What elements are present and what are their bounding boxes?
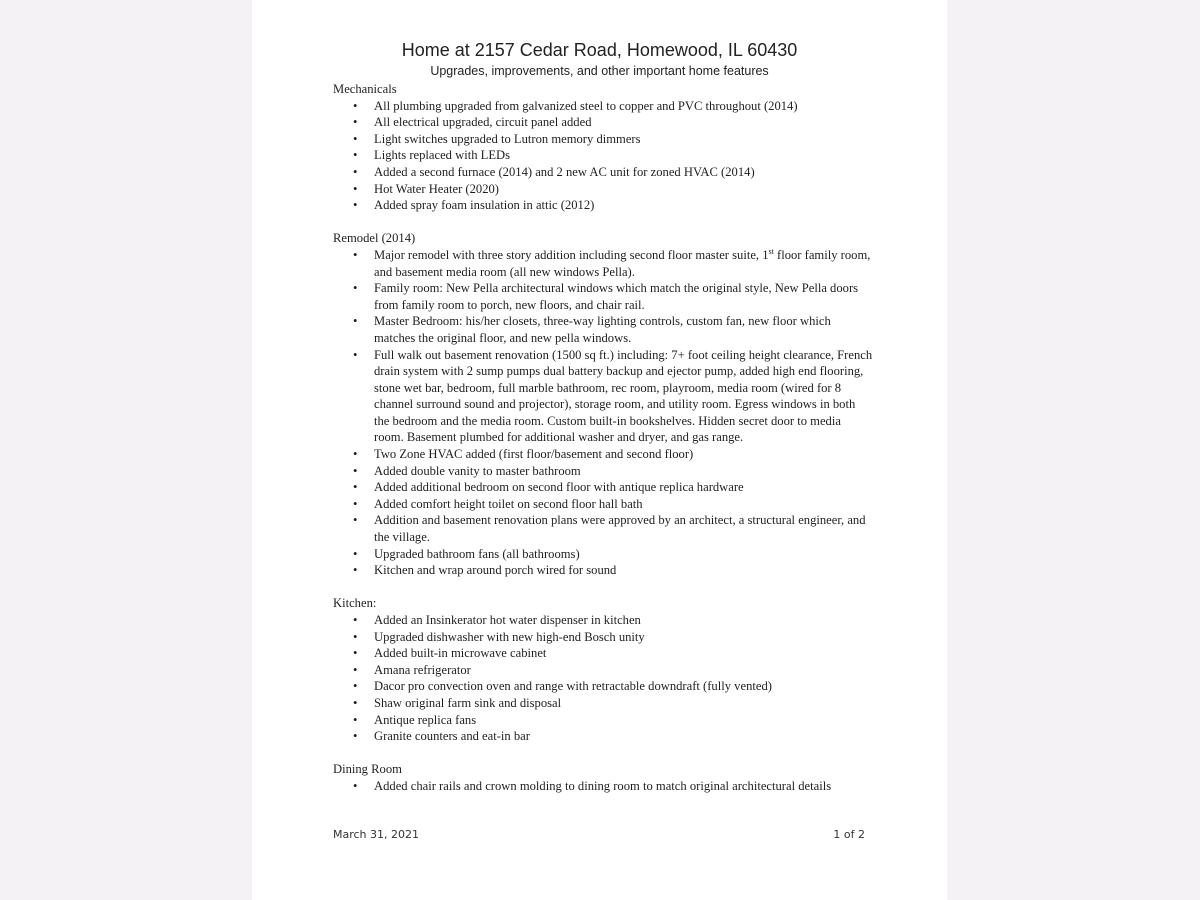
list-item: [333, 728, 873, 745]
list-item: [333, 695, 873, 712]
bullet-icon: •: [353, 513, 358, 528]
list-item: [333, 164, 873, 181]
document-page: [252, 0, 947, 900]
footer-date: March 31, 2021: [333, 828, 420, 841]
bullet-icon: •: [353, 98, 358, 113]
list-item: [333, 512, 873, 545]
bullet-icon: •: [353, 347, 358, 362]
section-heading: Dining Room: [333, 762, 402, 777]
bullet-icon: •: [353, 314, 358, 329]
list-item: [333, 313, 873, 346]
section: [333, 761, 873, 794]
list-item: [333, 778, 873, 795]
list-item-text: All electrical upgraded, circuit panel added: [374, 115, 592, 130]
bullet-icon: •: [353, 546, 358, 561]
bullet-icon: •: [353, 115, 358, 130]
list-item-text: Added built-in microwave cabinet: [374, 646, 547, 661]
bullet-icon: •: [353, 463, 358, 478]
list-item-text: Family room: New Pella architectural windows which match the original style, New Pella doors from family room to porch, new floors, and chair rail.: [374, 281, 859, 312]
list-item-text: Amana refrigerator: [374, 662, 471, 677]
list-item: [333, 98, 873, 115]
list-item-text: Added double vanity to master bathroom: [374, 463, 581, 478]
list-item: [333, 147, 873, 164]
list-item-text: Addition and basement renovation plans were approved by an architect, a structural engineer, and the village.: [374, 513, 866, 545]
page-footer: [333, 828, 865, 841]
bullet-icon: •: [353, 712, 358, 727]
list-item-text: Full walk out basement renovation (1500 sq ft.) including: 7+ foot ceiling height clearance, French drain system with 2 sump pumps dual battery backup and ejector pump, added high end flooring, stone wet bar, bedroom, full marble bathroom, rec room, playroom, media room (wired for 8 channel surround sound and projector), storage room, and utility room. Egress windows in both the bedroom and the media room. Custom built-in bookshelves. Hidden secret door to media room. Basement plumbed for additional washer and dryer, and gas range.: [374, 347, 873, 445]
list-item-text: All plumbing upgraded from galvanized steel to copper and PVC throughout (2014): [374, 98, 798, 113]
list-item: [333, 247, 873, 280]
document-body: [333, 81, 873, 811]
list-item-text: Upgraded dishwasher with new high-end Bosch unity: [374, 629, 645, 644]
list-item: [333, 645, 873, 662]
list-item: [333, 463, 873, 480]
bullet-icon: •: [353, 778, 358, 793]
list-item: [333, 347, 873, 447]
list-item-text: Light switches upgraded to Lutron memory dimmers: [374, 131, 641, 146]
bullet-icon: •: [353, 148, 358, 163]
list-item-text: Added a second furnace (2014) and 2 new AC unit for zoned HVAC (2014): [374, 164, 755, 179]
list-item-text: Two Zone HVAC added (first floor/basement and second floor): [374, 447, 694, 462]
list-item-text: Antique replica fans: [374, 712, 477, 727]
list-item: [333, 562, 873, 579]
bullet-icon: •: [353, 480, 358, 495]
list-item: [333, 114, 873, 131]
list-item-text: Shaw original farm sink and disposal: [374, 695, 562, 710]
bullet-icon: •: [353, 679, 358, 694]
list-item: [333, 546, 873, 563]
list-item: [333, 678, 873, 695]
list-item: [333, 479, 873, 496]
list-item: [333, 280, 873, 313]
list-item-text: Hot Water Heater (2020): [374, 181, 499, 196]
list-item: [333, 181, 873, 198]
document-subtitle: Upgrades, improvements, and other important home features: [430, 64, 769, 78]
list-item-text: Added comfort height toilet on second floor hall bath: [374, 496, 643, 511]
bullet-icon: •: [353, 613, 358, 627]
list-item-text: Lights replaced with LEDs: [374, 148, 511, 163]
document-title: Home at 2157 Cedar Road, Homewood, IL 60430: [401, 40, 798, 60]
bullet-icon: •: [353, 447, 358, 462]
list-item: [333, 629, 873, 646]
section: [333, 230, 873, 578]
list-item-text: Dacor pro convection oven and range with retractable downdraft (fully vented): [374, 679, 772, 694]
bullet-icon: •: [353, 729, 358, 744]
bullet-list: [333, 778, 873, 795]
bullet-icon: •: [353, 695, 358, 710]
bullet-icon: •: [353, 164, 358, 179]
bullet-icon: •: [353, 247, 358, 262]
list-item: [333, 446, 873, 463]
list-item: [333, 662, 873, 679]
bullet-icon: •: [353, 646, 358, 661]
list-item-text: Added chair rails and crown molding to dining room to match original architectural details: [374, 778, 832, 793]
bullet-icon: •: [353, 181, 358, 196]
section: [333, 81, 873, 214]
bullet-list: [333, 98, 873, 214]
bullet-icon: •: [353, 496, 358, 511]
list-item: [333, 612, 873, 629]
list-item-text: Major remodel with three story addition including second floor master suite, 1st floor family room, and basement media room (all new windows Pella).: [374, 246, 871, 279]
bullet-icon: •: [353, 662, 358, 677]
bullet-icon: •: [353, 281, 358, 296]
list-item-text: Kitchen and wrap around porch wired for sound: [374, 563, 617, 578]
bullet-icon: •: [353, 563, 358, 578]
list-item-text: Added spray foam insulation in attic (2012): [374, 198, 595, 213]
bullet-icon: •: [353, 629, 358, 644]
list-item: [333, 496, 873, 513]
bullet-icon: •: [353, 131, 358, 146]
section: [333, 595, 873, 744]
list-item-text: Master Bedroom: his/her closets, three-way lighting controls, custom fan, new floor which matches the original floor, and new pella windows.: [374, 314, 831, 345]
section-heading: Remodel (2014): [333, 231, 416, 246]
bullet-list: [333, 612, 873, 745]
section-heading: Kitchen:: [333, 596, 377, 611]
page-number: 1 of 2: [833, 828, 865, 841]
list-item-text: Granite counters and eat-in bar: [374, 729, 530, 744]
list-item: [333, 712, 873, 729]
list-item-text: Upgraded bathroom fans (all bathrooms): [374, 546, 580, 561]
list-item-text: Added additional bedroom on second floor with antique replica hardware: [374, 480, 744, 495]
list-item: [333, 131, 873, 148]
bullet-icon: •: [353, 198, 358, 213]
bullet-list: [333, 247, 873, 579]
section-heading: Mechanicals: [333, 82, 397, 96]
list-item-text: Added an Insinkerator hot water dispenser in kitchen: [374, 613, 641, 627]
list-item: [333, 197, 873, 214]
